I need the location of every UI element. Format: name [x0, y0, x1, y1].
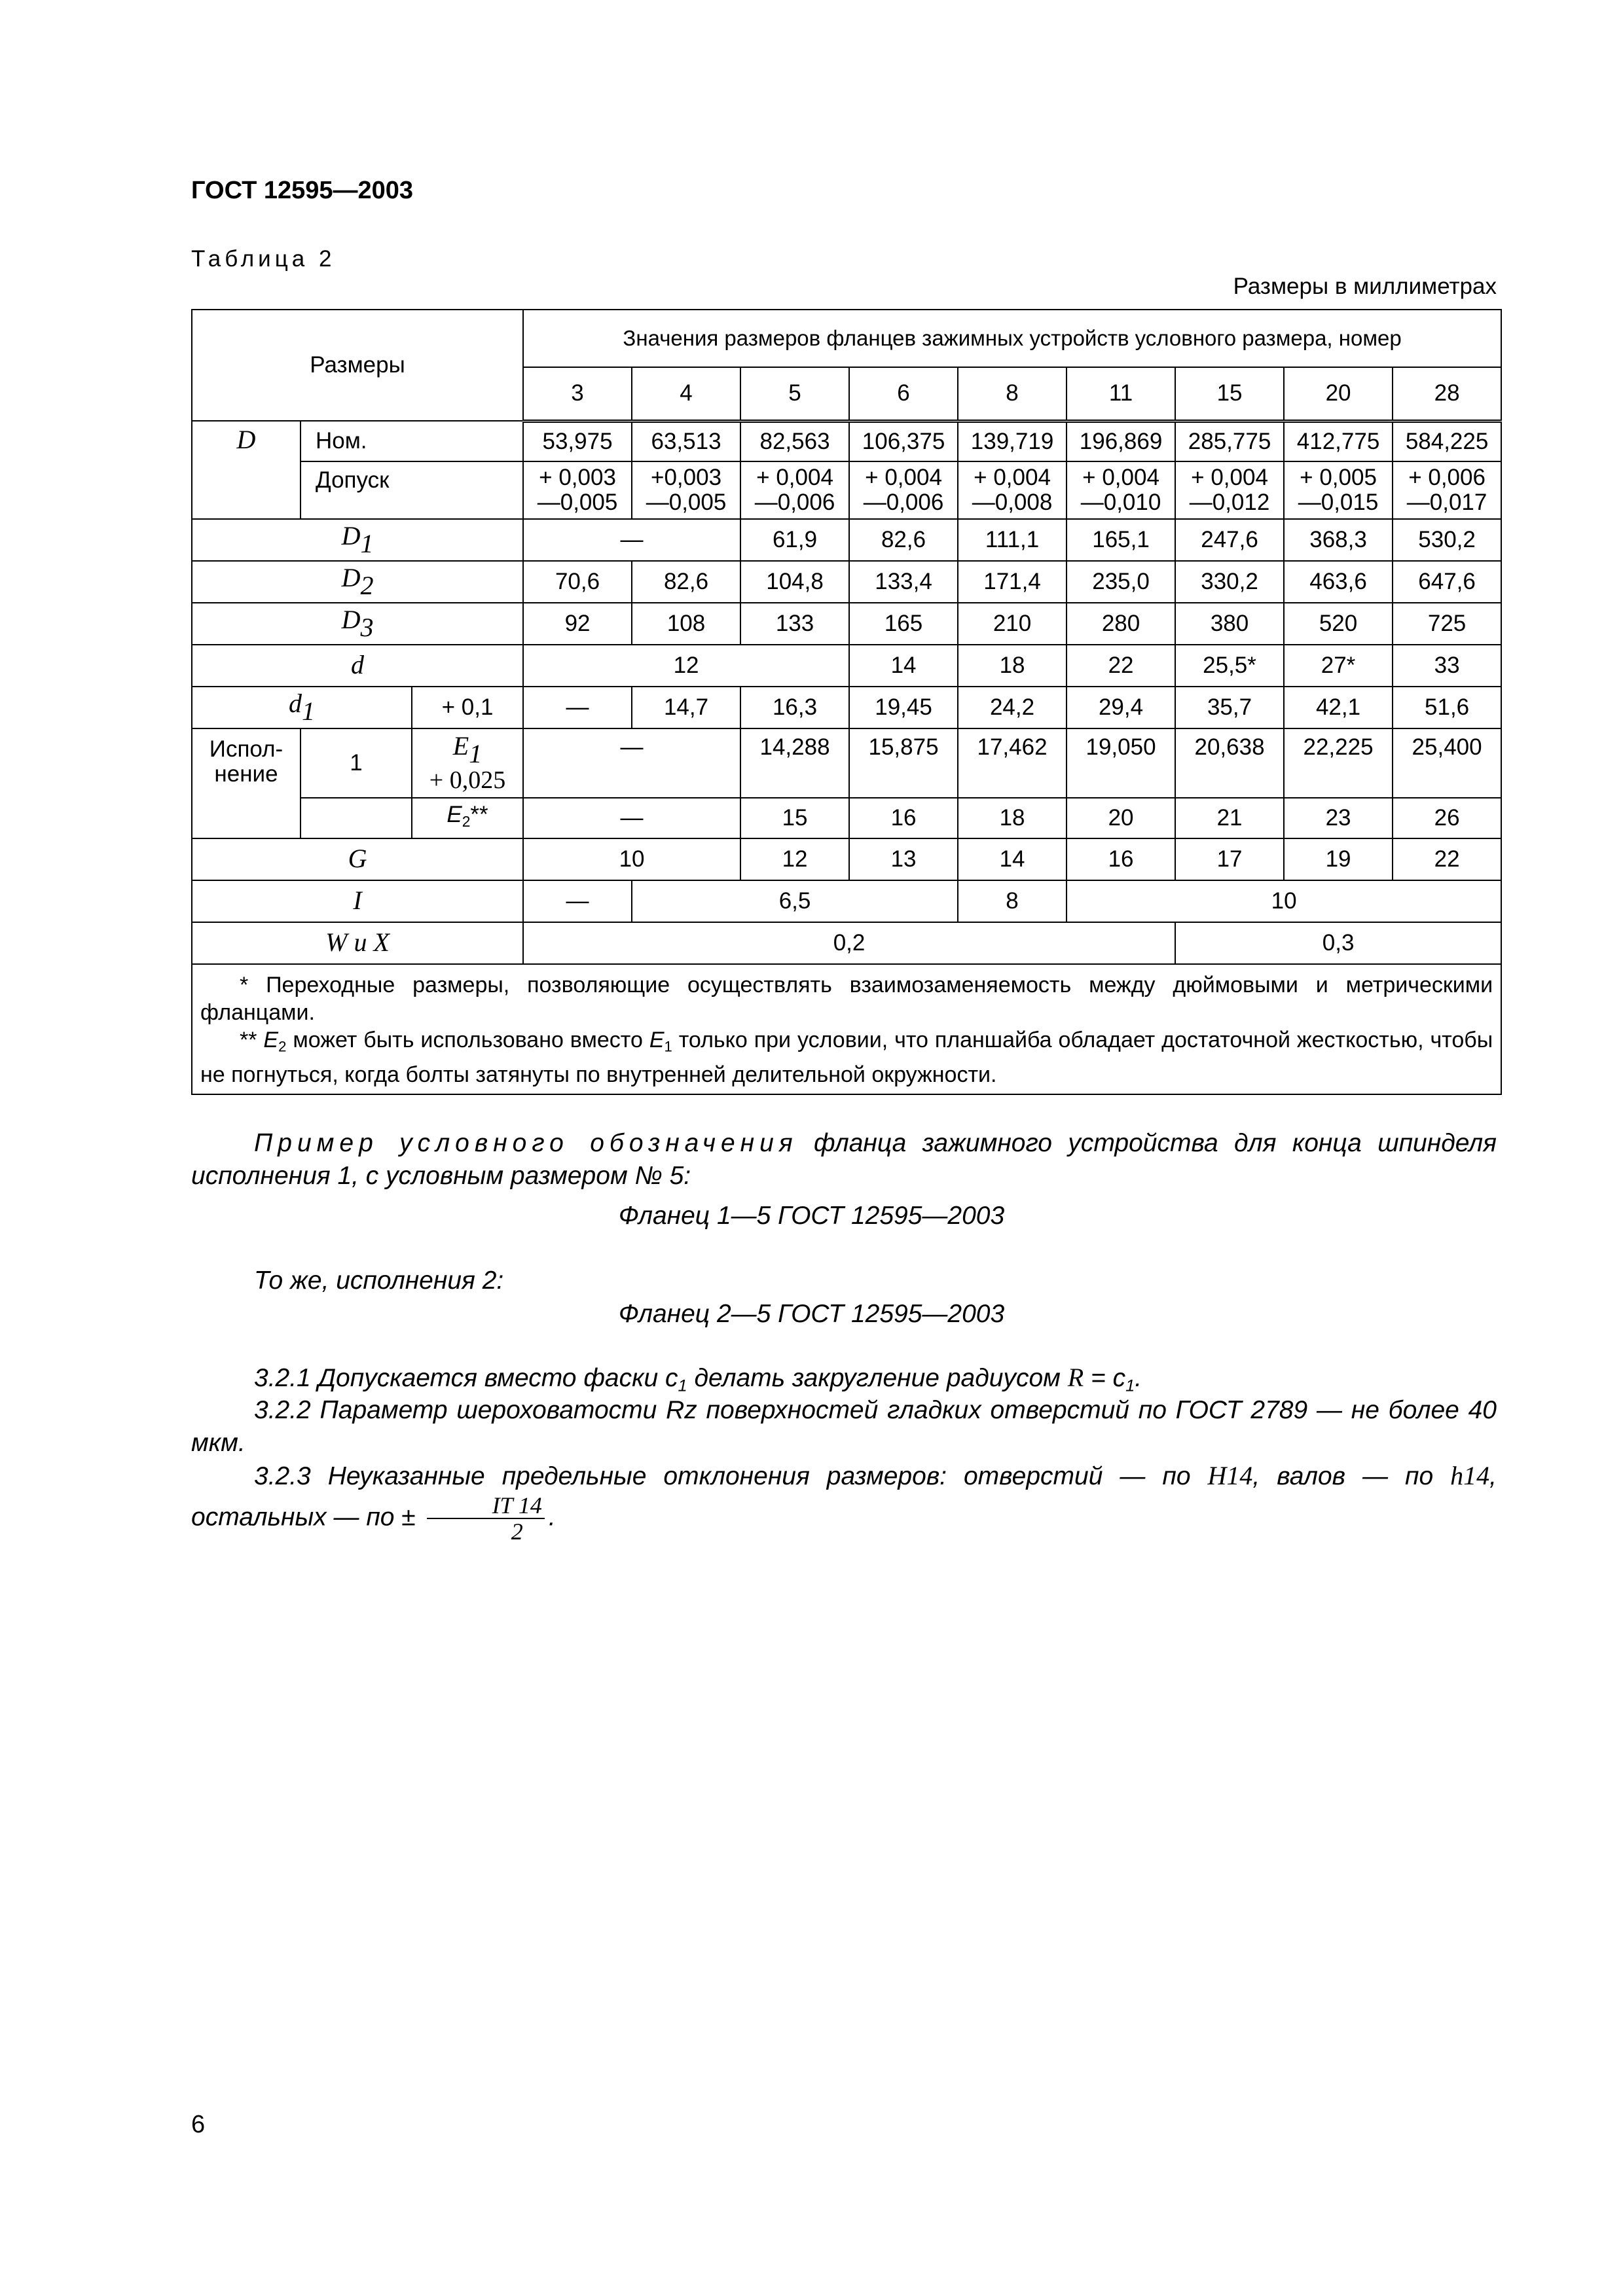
footnotes — [192, 964, 1501, 1094]
row-D2 — [192, 561, 1501, 603]
label-D1: $D_1$ — [192, 519, 523, 561]
value-cell: 20,638 — [1175, 728, 1284, 798]
row-D-tolerance — [192, 461, 1501, 519]
value-cell: 16,3 — [740, 687, 849, 728]
label-nom: Ном. — [301, 421, 523, 461]
value-cell: 24,2 — [958, 687, 1067, 728]
label-D2: $D_2$ — [192, 561, 523, 603]
value-cell: 15 — [740, 798, 849, 838]
value-cell: 368,3 — [1284, 519, 1393, 561]
clause-3-2-3: 3.2.3 Неуказанные предельные отклонения размеров: отверстий — по H14, валов — по h14, остальных — по ± $\frac{IT 14}{2}$ . — [191, 1461, 1497, 1545]
value-cell: 584,225 — [1393, 421, 1501, 461]
row-d1 — [192, 687, 1501, 728]
size-cell: 20 — [1284, 367, 1393, 421]
designation-2: Фланец 2—5 ГОСТ 12595—2003 — [618, 1300, 1005, 1328]
tol-cell: + 0,004 —0,008 — [958, 461, 1067, 519]
value-cell: 108 — [632, 603, 740, 645]
clause-3-2-2: 3.2.2 Параметр шероховатости Rz поверхностей гладких отверстий по ГОСТ 2789 — не более 40 мкм. — [191, 1396, 1497, 1457]
value-cell: 412,775 — [1284, 421, 1393, 461]
value-cell: 19 — [1284, 838, 1393, 880]
tol-cell: + 0,003 —0,005 — [523, 461, 632, 519]
value-cell: 25,400 — [1393, 728, 1501, 798]
value-cell: 0,3 — [1175, 922, 1501, 964]
value-cell: 380 — [1175, 603, 1284, 645]
size-cell: 15 — [1175, 367, 1284, 421]
value-cell: 14 — [958, 838, 1067, 880]
value-cell: — — [523, 519, 740, 561]
value-cell: 165,1 — [1067, 519, 1175, 561]
value-cell: 10 — [523, 838, 740, 880]
tol-cell: +0,003 —0,005 — [632, 461, 740, 519]
value-cell: 13 — [849, 838, 958, 880]
value-cell: 285,775 — [1175, 421, 1284, 461]
value-cell: — — [523, 880, 632, 922]
size-cell: 3 — [523, 367, 632, 421]
size-cell: 8 — [958, 367, 1067, 421]
label-d: d — [192, 645, 523, 687]
value-cell: 22 — [1067, 645, 1175, 687]
value-cell: 10 — [1067, 880, 1501, 922]
row-G — [192, 838, 1501, 880]
value-cell: 520 — [1284, 603, 1393, 645]
designation-1: Фланец 1—5 ГОСТ 12595—2003 — [618, 1202, 1005, 1230]
row-D1 — [192, 519, 1501, 561]
value-cell: 33 — [1393, 645, 1501, 687]
value-cell: 139,719 — [958, 421, 1067, 461]
value-cell: 165 — [849, 603, 958, 645]
value-cell: 647,6 — [1393, 561, 1501, 603]
value-cell: 26 — [1393, 798, 1501, 838]
row-D-nominal — [192, 421, 1501, 461]
value-cell: 0,2 — [523, 922, 1175, 964]
execution-number: 1 — [301, 728, 412, 798]
value-cell: 280 — [1067, 603, 1175, 645]
document-header: ГОСТ 12595—2003 — [191, 177, 414, 204]
value-cell: 21 — [1175, 798, 1284, 838]
label-D: D — [192, 421, 301, 519]
value-cell: 42,1 — [1284, 687, 1393, 728]
value-cell: 19,45 — [849, 687, 958, 728]
value-cell: 235,0 — [1067, 561, 1175, 603]
value-cell: 82,563 — [740, 421, 849, 461]
value-cell: — — [523, 728, 740, 798]
value-cell: 18 — [958, 798, 1067, 838]
size-cell: 4 — [632, 367, 740, 421]
example-text: фланца зажимного устройства для конца шпинделя исполнения 1, с условным размером № 5: — [191, 1129, 1497, 1190]
fraction: $\frac{IT 14}{2}$ — [427, 1493, 545, 1544]
value-cell: 27* — [1284, 645, 1393, 687]
value-cell: 171,4 — [958, 561, 1067, 603]
row-d — [192, 645, 1501, 687]
same-execution-2: То же, исполнения 2: — [254, 1266, 504, 1295]
value-cell: 106,375 — [849, 421, 958, 461]
tol-cell: + 0,004 —0,006 — [849, 461, 958, 519]
size-cell: 11 — [1067, 367, 1175, 421]
label-I: I — [192, 880, 523, 922]
value-cell: 20 — [1067, 798, 1175, 838]
value-cell: 82,6 — [632, 561, 740, 603]
value-cell: 463,6 — [1284, 561, 1393, 603]
size-cell: 28 — [1393, 367, 1501, 421]
label-execution: Испол- нение — [192, 728, 301, 838]
value-cell: 22,225 — [1284, 728, 1393, 798]
value-cell: 8 — [958, 880, 1067, 922]
value-cell: 111,1 — [958, 519, 1067, 561]
value-cell: 12 — [523, 645, 849, 687]
d1-tolerance: + 0,1 — [412, 687, 523, 728]
value-cell: 14,7 — [632, 687, 740, 728]
value-cell: 23 — [1284, 798, 1393, 838]
table-label: Таблица 2 — [191, 246, 336, 272]
value-cell: 82,6 — [849, 519, 958, 561]
value-cell: — — [523, 798, 740, 838]
label-tolerance: Допуск — [301, 461, 523, 519]
row-footnotes — [192, 964, 1501, 1094]
value-cell: 35,7 — [1175, 687, 1284, 728]
footnote-1: * Переходные размеры, позволяющие осуществлять взаимозаменяемость между дюймовыми и метрическими фланцами. — [200, 973, 1493, 1025]
clause-3-2-1: 3.2.1 Допускается вместо фаски $с_1$ делать закругление радиусом $R = с_1$. — [254, 1363, 1142, 1395]
row-E1 — [192, 728, 1501, 798]
value-cell: 15,875 — [849, 728, 958, 798]
label-E2: $E_2**$ — [412, 798, 523, 838]
value-cell: 6,5 — [632, 880, 958, 922]
label-D3: $D_3$ — [192, 603, 523, 645]
units-note: Размеры в миллиметрах — [1233, 274, 1497, 299]
dimensions-table — [191, 309, 1502, 1095]
value-cell: 133,4 — [849, 561, 958, 603]
value-cell: 12 — [740, 838, 849, 880]
label-WX: W и X — [192, 922, 523, 964]
value-cell: 70,6 — [523, 561, 632, 603]
row-E2 — [192, 798, 1501, 838]
example-spaced-heading: Пример условного обозначения — [254, 1129, 798, 1157]
value-cell: 104,8 — [740, 561, 849, 603]
row-D3 — [192, 603, 1501, 645]
value-cell: 196,869 — [1067, 421, 1175, 461]
value-cell: 725 — [1393, 603, 1501, 645]
value-cell: 53,975 — [523, 421, 632, 461]
label-G: G — [192, 838, 523, 880]
value-cell: 17 — [1175, 838, 1284, 880]
value-cell: 61,9 — [740, 519, 849, 561]
value-cell: 92 — [523, 603, 632, 645]
value-cell: — — [523, 687, 632, 728]
value-cell: 133 — [740, 603, 849, 645]
value-cell: 18 — [958, 645, 1067, 687]
value-cell: 17,462 — [958, 728, 1067, 798]
size-cell: 5 — [740, 367, 849, 421]
tol-cell: + 0,006 —0,017 — [1393, 461, 1501, 519]
execution-number-empty — [301, 798, 412, 838]
row-I — [192, 880, 1501, 922]
row-WX — [192, 922, 1501, 964]
size-cell: 6 — [849, 367, 958, 421]
value-cell: 14 — [849, 645, 958, 687]
tol-cell: + 0,004 —0,010 — [1067, 461, 1175, 519]
value-cell: 22 — [1393, 838, 1501, 880]
value-cell: 14,288 — [740, 728, 849, 798]
tol-cell: + 0,004 —0,012 — [1175, 461, 1284, 519]
value-cell: 247,6 — [1175, 519, 1284, 561]
value-cell: 16 — [849, 798, 958, 838]
value-cell: 29,4 — [1067, 687, 1175, 728]
value-cell: 210 — [958, 603, 1067, 645]
value-cell: 530,2 — [1393, 519, 1501, 561]
value-cell: 330,2 — [1175, 561, 1284, 603]
value-cell: 25,5* — [1175, 645, 1284, 687]
header-values: Значения размеров фланцев зажимных устройств условного размера, номер — [523, 310, 1501, 367]
tol-cell: + 0,004 —0,006 — [740, 461, 849, 519]
tol-cell: + 0,005 —0,015 — [1284, 461, 1393, 519]
example-paragraph — [191, 1127, 1497, 1193]
footnote-2: ** $E_2$ может быть использовано вместо $E_1$ только при условии, что планшайба обладает достаточной жесткостью, чтобы не погнуться, когда болты затянуты по внутренней делительной окружности. — [200, 1028, 1493, 1087]
label-d1: $d_1$ — [192, 687, 412, 728]
page-number: 6 — [191, 2111, 206, 2138]
label-E1: $E_1$ + 0,025 — [412, 728, 523, 798]
value-cell: 16 — [1067, 838, 1175, 880]
value-cell: 19,050 — [1067, 728, 1175, 798]
header-sizes: Размеры — [192, 310, 523, 421]
value-cell: 51,6 — [1393, 687, 1501, 728]
value-cell: 63,513 — [632, 421, 740, 461]
